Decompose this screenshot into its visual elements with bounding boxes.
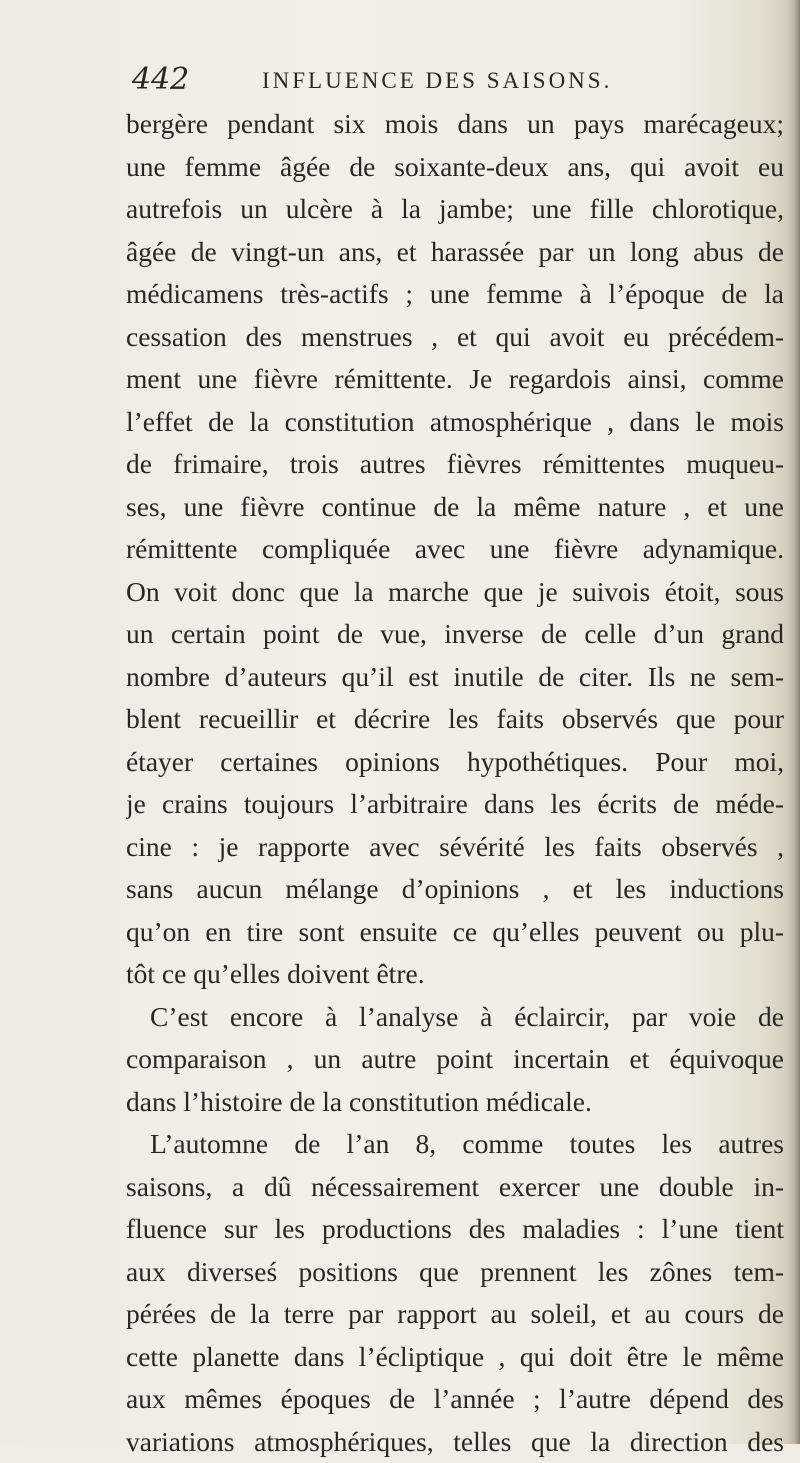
text-line: je crains toujours l’arbitraire dans les écrits de méde- [126,783,784,826]
text-line: ses, une fièvre continue de la même nature , et une [126,486,784,529]
text-line: aux mêmes époques de l’année ; l’autre dépend des [126,1378,784,1421]
text-line: étayer certaines opinions hypothétiques. Pour moi, [126,741,784,784]
text-line: fluence sur les productions des maladies : l’une tient [126,1208,784,1251]
text-line: aux diverseś positions que prennent les zônes tem- [126,1251,784,1294]
text-line: C’est encore à l’analyse à éclaircir, par voie de [126,996,784,1039]
text-line: pérées de la terre par rapport au soleil, et au cours de [126,1293,784,1336]
text-line: cette planette dans l’écliptique , qui doit être le même [126,1336,784,1379]
text-line: ment une fièvre rémittente. Je regardois ainsi, comme [126,358,784,401]
text-line: rémittente compliquée avec une fièvre adynamique. [126,528,784,571]
text-line: sans aucun mélange d’opinions , et les inductions [126,868,784,911]
text-line: de frimaire, trois autres fièvres rémittentes muqueu- [126,443,784,486]
text-line: cine : je rapporte avec sévérité les faits observés , [126,826,784,869]
text-line: blent recueillir et décrire les faits observés que pour [126,698,784,741]
text-line: cessation des menstrues , et qui avoit eu précédem- [126,316,784,359]
text-line: bergère pendant six mois dans un pays marécageux; [126,103,784,146]
page-number: 442 [132,62,189,97]
text-line: saisons, a dû nécessairement exercer une double in- [126,1166,784,1209]
running-title: INFLUENCE DES SAISONS. [262,68,612,94]
text-line: On voit donc que la marche que je suivois étoit, sous [126,571,784,614]
page-header [122,62,742,98]
text-line: qu’on en tire sont ensuite ce qu’elles peuvent ou plu- [126,911,784,954]
text-line: L’automne de l’an 8, comme toutes les autres [126,1123,784,1166]
text-line: autrefois un ulcère à la jambe; une fille chlorotique, [126,188,784,231]
text-line: l’effet de la constitution atmosphérique , dans le mois [126,401,784,444]
text-line: une femme âgée de soixante-deux ans, qui avoit eu [126,146,784,189]
text-line: médicamens très-actifs ; une femme à l’époque de la [126,273,784,316]
text-line: âgée de vingt-un ans, et harassée par un long abus de [126,231,784,274]
page-edge-shadow [786,0,800,1444]
text-line: variations atmosphériques, telles que la direction des [126,1421,784,1463]
text-line: dans l’histoire de la constitution médicale. [126,1081,784,1124]
text-line: comparaison , un autre point incertain et équivoque [126,1038,784,1081]
text-line: nombre d’auteurs qu’il est inutile de citer. Ils ne sem- [126,656,784,699]
text-line: un certain point de vue, inverse de celle d’un grand [126,613,784,656]
text-line: tôt ce qu’elles doivent être. [126,953,784,996]
body-text [126,103,784,1463]
